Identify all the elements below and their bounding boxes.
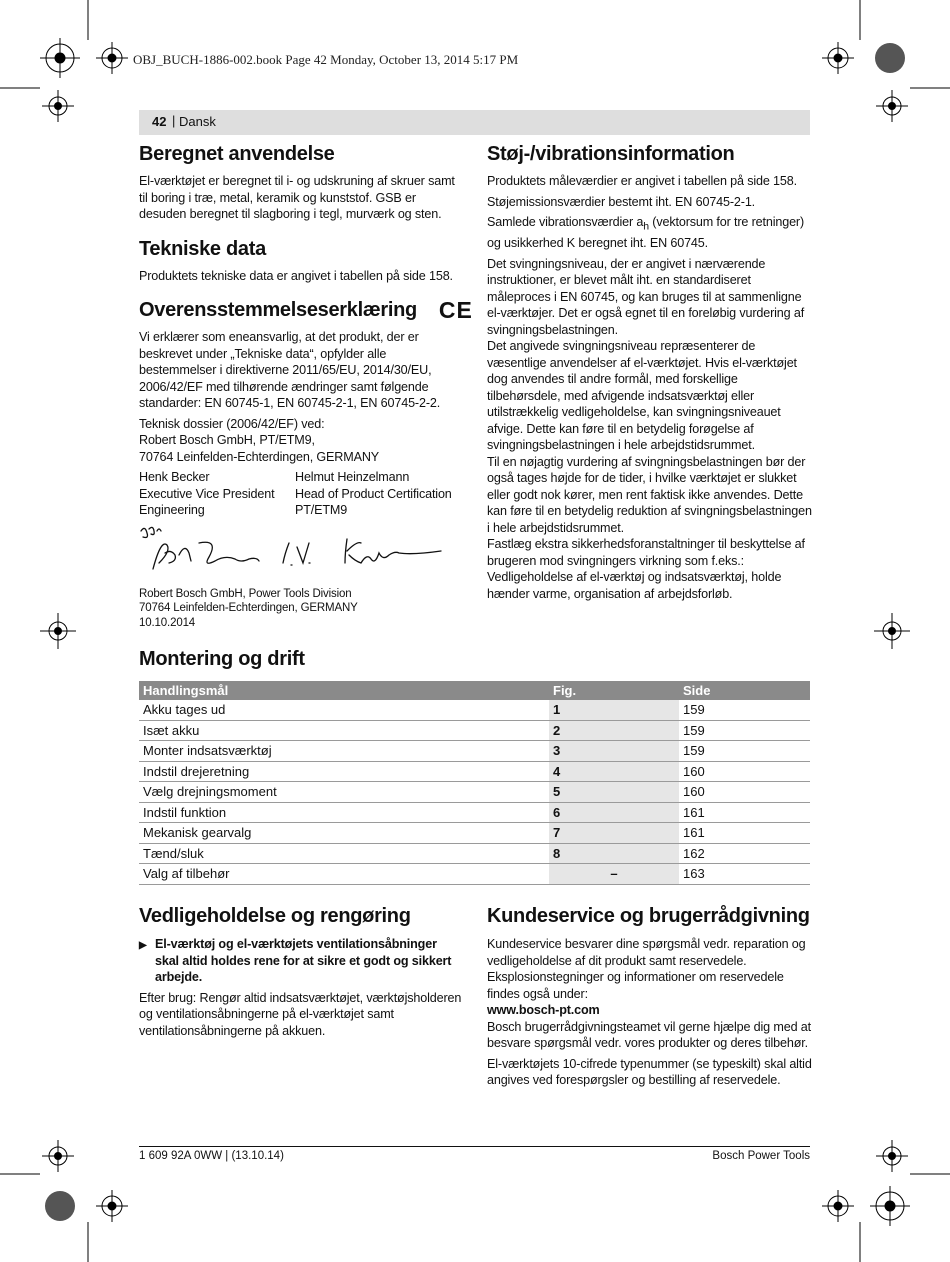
table-row	[139, 823, 810, 844]
table-cell-action: Tænd/sluk	[139, 843, 549, 864]
section-title-noise-vibration: Støj-/vibrationsinformation	[487, 143, 735, 165]
crosshair-icon	[822, 42, 854, 74]
footer-brand: Bosch Power Tools	[712, 1150, 810, 1162]
section-title-assembly: Montering og drift	[139, 648, 305, 670]
noise-p1: Produktets måleværdier er angivet i tabellen på side 158.	[487, 174, 797, 188]
page-header	[139, 110, 810, 135]
table-cell-page: 163	[679, 864, 810, 885]
company-line-2: 70764 Leinfelden-Echterdingen, GERMANY	[139, 602, 358, 614]
table-cell-fig: 1	[549, 700, 679, 720]
triangle-bullet-icon: ▶	[139, 940, 147, 951]
table-cell-action: Akku tages ud	[139, 700, 549, 720]
section-title-technical-data: Tekniske data	[139, 237, 266, 260]
crosshair-icon	[822, 1190, 854, 1222]
table-cell-page: 160	[679, 782, 810, 803]
table-cell-fig: 8	[549, 843, 679, 864]
maintenance-section	[139, 904, 464, 1043]
column-header: Side	[679, 681, 810, 700]
table-cell-fig: –	[549, 864, 679, 885]
ce-mark-icon: CE	[438, 296, 473, 323]
section-title-customer-service: Kundeservice og brugerrådgivning	[487, 905, 810, 927]
table-header-row	[139, 681, 810, 700]
crosshair-icon	[870, 1186, 910, 1226]
table-cell-fig: 4	[549, 761, 679, 782]
left-column	[139, 142, 473, 630]
service-p2: Bosch brugerrådgivningsteamet vil gerne hjælpe dig med at besvare spørgsmål vedr. vores produkter og deres tilbehør.	[487, 1019, 811, 1050]
technical-data-text: Produktets tekniske data er angivet i tabellen på side 158.	[139, 268, 453, 283]
crosshair-icon	[876, 90, 908, 122]
gray-dot-icon	[45, 1191, 75, 1221]
table-cell-action: Indstil funktion	[139, 802, 549, 823]
crosshair-icon	[96, 1190, 128, 1222]
table-cell-fig: 5	[549, 782, 679, 803]
crosshair-icon	[42, 90, 74, 122]
dossier-line-1: Teknisk dossier (2006/42/EF) ved:	[139, 416, 325, 431]
assembly-table	[139, 681, 810, 885]
signatory-1-dept: Engineering	[139, 503, 205, 517]
column-header: Handlingsmål	[139, 681, 549, 700]
section-title-conformity: Overensstemmelseserklæring	[139, 299, 417, 321]
right-column	[487, 142, 812, 606]
signatory-2-name: Helmut Heinzelmann	[295, 470, 410, 484]
footer-doc-number: 1 609 92A 0WW | (13.10.14)	[139, 1150, 284, 1162]
signatory-2-role: Head of Product Certification	[295, 486, 452, 501]
table-cell-fig: 3	[549, 741, 679, 762]
noise-p3-start: Samlede vibrationsværdier a	[487, 215, 644, 229]
crosshair-icon	[96, 42, 128, 74]
noise-p6: Til en nøjagtig vurdering af svingningsbelastningen bør der også tages højde for de tider, i hvilke værktøjet er slukket eller godt nok kører, men rent faktisk ikke anvendes. Dette kan føre til en betydelig reduktion af svingningsbelastningen i hele arbejdstidsrummet.	[487, 454, 812, 535]
crosshair-icon	[876, 1140, 908, 1172]
noise-p2: Støjemissionsværdier bestemt iht. EN 60745-2-1.	[487, 194, 756, 209]
conformity-text: Vi erklærer som eneansvarlig, at det produkt, der er beskrevet under „Tekniske data“, opfylder alle bestemmelser i direktiverne 2011/65/EU, 2014/30/EU, 2006/42/EF med tilhørende ændringer samt følgende standarder: EN 60745-1, EN 60745-2-1, EN 60745-2-2.	[139, 330, 441, 410]
page-footer	[139, 1146, 810, 1162]
table-cell-page: 160	[679, 761, 810, 782]
service-p3: El-værktøjets 10-cifrede typenummer (se typeskilt) skal altid angives ved forespørgsler og bestilling af reservedele.	[487, 1056, 812, 1087]
dossier-line-3: 70764 Leinfelden-Echterdingen, GERMANY	[139, 449, 380, 464]
header-separator: |	[172, 113, 176, 128]
noise-p3-sub: h	[643, 220, 649, 233]
gray-dot-icon	[875, 43, 905, 73]
header-language: Dansk	[179, 114, 216, 129]
table-row	[139, 864, 810, 885]
print-info-line: OBJ_BUCH-1886-002.book Page 42 Monday, October 13, 2014 5:17 PM	[133, 52, 519, 67]
noise-p7: Fastlæg ekstra sikkerhedsforanstaltninger til beskyttelse af brugeren mod svingningers virkning som f.eks.: Vedligeholdelse af el-værktøj og indsatsværktøj, holde hænder varme, organisation af arbejdsforløb.	[487, 537, 805, 601]
table-cell-page: 161	[679, 823, 810, 844]
table-cell-action: Isæt akku	[139, 720, 549, 741]
table-cell-fig: 6	[549, 802, 679, 823]
section-title-maintenance: Vedligeholdelse og rengøring	[139, 905, 411, 927]
table-cell-action: Valg af tilbehør	[139, 864, 549, 885]
column-header: Fig.	[549, 681, 679, 700]
crosshair-icon	[874, 613, 910, 649]
page-number: 42	[152, 114, 167, 129]
noise-p4: Det svingningsniveau, der er angivet i nærværende instruktioner, er blevet målt iht. en standardiseret måleproces i EN 60745, og kan bruges til at sammenligne el-værktøjer. Det er også egnet til en foreløbig vurdering af svingningsbelastningen.	[487, 256, 805, 337]
table-cell-page: 159	[679, 741, 810, 762]
maintenance-warning-text: El-værktøj og el-værktøjets ventilationsåbninger skal altid holdes rene for at sikre et godt og sikkert arbejde.	[155, 937, 452, 984]
maintenance-text: Efter brug: Rengør altid indsatsværktøjet, værktøjsholderen og ventilationsåbningerne på el-værktøjet samt ventilationsåbningerne på akkuen.	[139, 990, 462, 1038]
table-cell-action: Mekanisk gearvalg	[139, 823, 549, 844]
service-p1: Kundeservice besvarer dine spørgsmål vedr. reparation og vedligeholdelse af dit produkt samt reservedele. Eksplosionstegninger og informationer om reservedele findes også under:	[487, 937, 806, 1001]
table-cell-page: 159	[679, 720, 810, 741]
table-cell-action: Monter indsatsværktøj	[139, 741, 549, 762]
table-row	[139, 843, 810, 864]
table-row	[139, 782, 810, 803]
dossier-line-2: Robert Bosch GmbH, PT/ETM9,	[139, 433, 315, 447]
table-row	[139, 720, 810, 741]
crosshair-icon	[42, 1140, 74, 1172]
company-line-3: 10.10.2014	[139, 616, 196, 629]
crosshair-icon	[40, 613, 76, 649]
signatory-1-name: Henk Becker	[139, 470, 210, 484]
noise-p3-end: (vektorsum for tre retninger) og usikkerhed K beregnet iht. EN 60745.	[487, 215, 805, 251]
table-cell-fig: 2	[549, 720, 679, 741]
service-url-link[interactable]: www.bosch-pt.com	[487, 1003, 600, 1017]
company-line-1: Robert Bosch GmbH, Power Tools Division	[139, 587, 352, 600]
table-row	[139, 741, 810, 762]
handwritten-signatures	[139, 525, 459, 581]
table-cell-action: Indstil drejeretning	[139, 761, 549, 782]
table-cell-action: Vælg drejningsmoment	[139, 782, 549, 803]
table-row	[139, 761, 810, 782]
maintenance-warning	[139, 936, 464, 986]
table-cell-page: 162	[679, 843, 810, 864]
intended-use-text: El-værktøjet er beregnet til i- og udskruning af skruer samt til boring i træ, metal, keramik og kunststof. GSB er desuden beregnet til slagboring i tegl, murværk og sten.	[139, 174, 455, 221]
section-title-intended-use: Beregnet anvendelse	[139, 143, 335, 165]
table-cell-fig: 7	[549, 823, 679, 844]
table-cell-page: 159	[679, 700, 810, 720]
noise-p5: Det angivede svingningsniveau repræsenterer de væsentlige anvendelser af el-værktøjet. Hvis el-værktøjet dog anvendes til andre formål, med forskellige tilbehørsdele, med afvigende indsatsværktøj eller utilstrækkelig vedligeholdelse, kan svingningsniveauet afvige. Dette kan føre til en betydelig forøgelse af svingningsbelastningen i hele arbejdstidsrummet.	[487, 339, 797, 453]
customer-service-section	[487, 904, 812, 1093]
noise-p3	[487, 214, 812, 252]
table-row	[139, 802, 810, 823]
signatories	[139, 469, 464, 519]
signatory-1-role: Executive Vice President	[139, 486, 275, 501]
table-cell-page: 161	[679, 802, 810, 823]
crosshair-icon	[40, 38, 80, 78]
table-row	[139, 700, 810, 720]
signatory-2-dept: PT/ETM9	[295, 503, 348, 517]
